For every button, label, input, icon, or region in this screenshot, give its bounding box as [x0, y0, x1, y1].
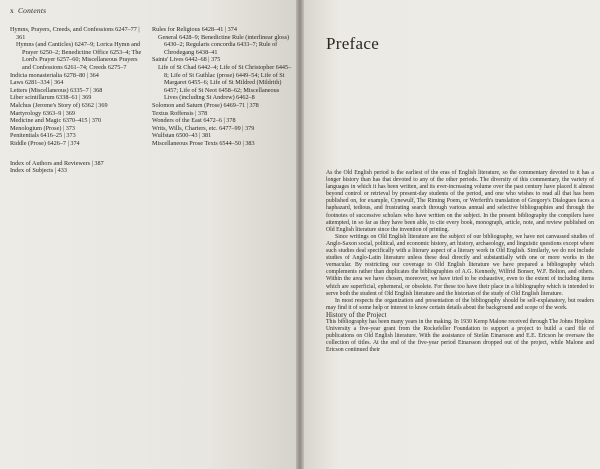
page-title: Preface — [326, 34, 380, 53]
toc-entry: Menologium (Prose) | 373 — [10, 124, 75, 132]
toc-entry: Indicia monasterialia 6278–80 | 364 — [10, 71, 99, 79]
toc-entry: Malchus (Jerome's Story of) 6362 | 369 — [10, 101, 108, 109]
toc-entry: Penitentials 6416–25 | 373 — [10, 132, 76, 140]
toc-entry: Rules for Religious 6428–41 | 374 — [152, 26, 237, 33]
toc-entry: Hymns, Prayers, Creeds, and Confessions 6247–77 | 361 — [10, 26, 140, 41]
toc-entry: Letters (Miscellaneous) 6335–7 | 368 — [10, 86, 103, 94]
right-page — [304, 0, 600, 469]
toc-entry: Liber scintillarum 6338–61 | 369 — [10, 94, 92, 102]
toc-entry: Laws 6281–334 | 364 — [10, 79, 64, 87]
paragraph: This bibliography has been many years in the making. In 1930 Kemp Malone received through The Johns Hopkins University a five-year grant from the Rockefeller Foundation to support a project to build a card file of publications on Old English literature. With the assistance of Stefán Einarsson and E.E. Ericson he oversaw the collection of titles. At the end of the five-year period Einarsson dropped out of the project, while Malone and Ericson continued their — [326, 318, 594, 354]
toc-entry: General 6428–9; Benedictine Rule (interlinear gloss) 6430–2; Regularis concordia 6433–7; Rule of Chrodegang 6438–41 — [158, 33, 290, 56]
toc-entry: Life of St Chad 6442–4; Life of St Christopher 6445–8; Life of St Guthlac (prose) 6449–54; Life of St Margaret 6455–6; Life of St Mildred (Mildrith) 6457; Life of St Neot 6458–62; Miscellaneous Lives (including St Andrew) 6462–8 — [158, 63, 292, 102]
toc-entry: Riddle (Prose) 6426–7 | 374 — [10, 139, 80, 147]
toc-entry: Solomon and Saturn (Prose) 6469–71 | 378 — [152, 101, 259, 109]
left-page — [0, 0, 296, 469]
preface-body — [326, 170, 594, 354]
toc-entry: Wulfstan 6500–43 | 381 — [152, 132, 212, 140]
paragraph: As the Old English period is the earliest of the eras of English literature, so the commentary devoted to it has a longer history than has that devoted to any of the other periods. The diversity of this commentary, the variety of languages in which it has been written, and its ever-increasing volume over the past century have placed it almost beyond control or retrieval by present-day students of the period, and one who wishes to read all that has been published on, for example, Cynewulf, The Riming Poem, or Werferth's translation of Gregory's Dialogues faces a haphazard, tedious, and frustrating search through various annual and selective bibliographies and through the footnotes of successive scholars who have written on the subject. In the present bibliography the compilers have attempted, in so far as they have been able, to cite every book, monograph, article, note, and review published on Old English literature since the invention of printing. — [326, 170, 594, 233]
paragraph: In most respects the organization and presentation of the bibliography should be self-explanatory, but readers may find it of some help or interest to know certain details about the background and scope of the work. — [326, 297, 594, 311]
book-gutter — [296, 0, 304, 469]
running-head-title: Contents — [17, 6, 47, 15]
page-number: x — [10, 6, 14, 15]
toc-entry: Martyrology 6363–9 | 369 — [10, 109, 75, 117]
toc-entry: Writs, Wills, Charters, etc. 6477–99 | 379 — [152, 124, 255, 132]
toc-entry: Index of Subjects | 433 — [10, 167, 67, 175]
paragraph: Since writings on Old English literature are the subject of our bibliography, we have not canvassed studies of Anglo-Saxon social, political, and economic history, art history, archaeology, and linguistic questions except where such studies deal specifically with a literary aspect of a literary work in Old English. Similarly, we do not include studies of Anglo-Latin literature unless these deal directly and substantially with one or more works in the vernacular. By restricting our coverage to Old English literature we have prepared a bibliography which complements rather than duplicates the bibliographies of A.G. Kennedy, Wilfrid Bonser, W.F. Bolton, and others. Within the area we have chosen, moreover, we have tried to be exhaustive, even to the extent of including items which are superficial, ephemeral, or obsolete. For these too have their place in a bibliography which is intended to serve both the student of Old English literature and the historian of the study of Old English literature. — [326, 233, 594, 297]
toc-column-2 — [152, 26, 292, 148]
toc-entry: Wonders of the East 6472–6 | 378 — [152, 117, 236, 125]
toc-entry: Medicine and Magic 6370–415 | 370 — [10, 117, 102, 125]
toc-entry: Miscellaneous Prose Texts 6544–50 | 383 — [152, 139, 255, 147]
toc-column-1 — [10, 26, 145, 175]
toc-entry: Textus Roffensis | 378 — [152, 109, 208, 117]
toc-entry: Saints' Lives 6442–68 | 375 — [152, 56, 221, 64]
toc-entry: Index of Authors and Reviewers | 387 — [10, 159, 104, 167]
running-head — [10, 6, 46, 15]
section-heading: History of the Project — [326, 310, 387, 319]
toc-entry: Hymns (and Canticles) 6247–9; Lorica Hymn and Prayer 6250–2; Benedictine Office 6253–4; The Lord's Prayer 6257–60; Miscellaneous Prayers and Confessions 6261–74; Creeds 6275–7 — [16, 41, 142, 71]
